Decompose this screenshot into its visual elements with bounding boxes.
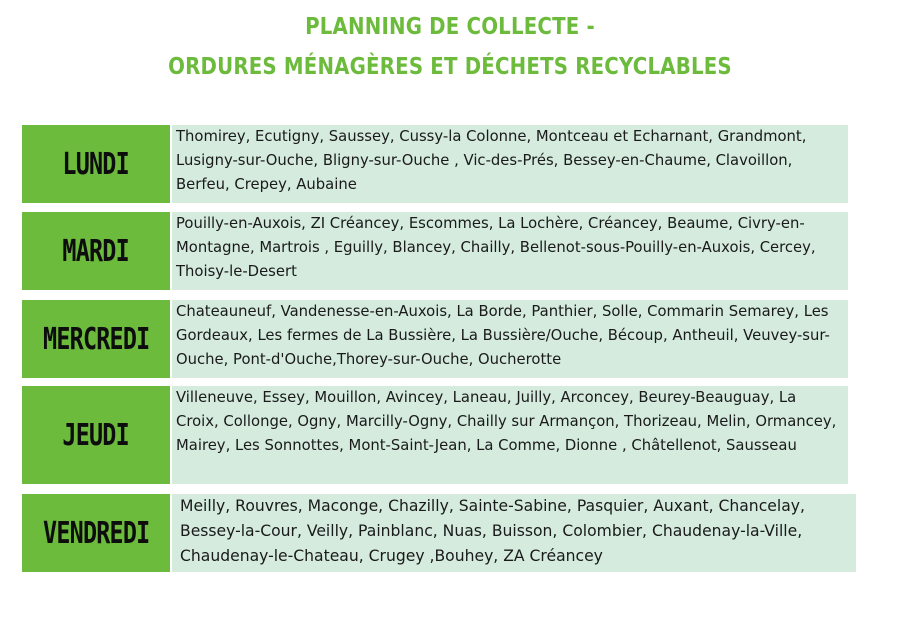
day-label-mercredi [22,300,170,378]
towns-list-lundi [172,125,848,203]
towns-text: Chateauneuf, Vandenesse-en-Auxois, La Borde, Panthier, Solle, Commarin Semarey, Les Gordeaux, Les fermes de La Bussière, La Bussière/Ouche, Bécoup, Antheuil, Veuvey-sur-Ouche, Pont-d'Ouche,Thorey-sur-Ouche, Oucherotte [176,303,830,368]
day-label-lundi [22,125,170,203]
day-label-text: LUNDI [62,146,130,182]
schedule-row-mercredi [22,300,848,378]
day-label-jeudi [22,386,170,484]
towns-text: Thomirey, Ecutigny, Saussey, Cussy-la Colonne, Montceau et Echarnant, Grandmont, Lusigny-sur-Ouche, Bligny-sur-Ouche , Vic-des-Prés, Bessey-en-Chaume, Clavoillon, Berfeu, Crepey, Aubaine [176,128,807,193]
day-label-text: MARDI [62,233,130,269]
schedule-row-mardi [22,212,848,290]
page-title-line-2: ORDURES MÉNAGÈRES ET DÉCHETS RECYCLABLES [168,54,732,80]
schedule-row-jeudi [22,386,848,484]
day-label-text: VENDREDI [42,515,150,551]
schedule-row-lundi [22,125,848,203]
towns-text: Pouilly-en-Auxois, ZI Créancey, Escommes, La Lochère, Créancey, Beaume, Civry-en-Montagne, Martrois , Eguilly, Blancey, Chailly, Bellenot-sous-Pouilly-en-Auxois, Cercey, Thoisy-le-Desert [176,215,816,280]
page-title-line-1: PLANNING DE COLLECTE - [305,14,595,40]
schedule-row-vendredi [22,494,856,572]
towns-list-mardi [172,212,848,290]
towns-list-mercredi [172,300,848,378]
towns-list-vendredi [172,494,856,572]
day-label-text: MERCREDI [42,321,150,357]
towns-list-jeudi [172,386,848,484]
towns-text: Meilly, Rouvres, Maconge, Chazilly, Sainte-Sabine, Pasquier, Auxant, Chancelay, Bessey-la-Cour, Veilly, Painblanc, Nuas, Buisson, Colombier, Chaudenay-la-Ville, Chaudenay-le-Chateau, Crugey ,Bouhey, ZA Créancey [180,497,805,565]
day-label-text: JEUDI [62,417,130,453]
day-label-mardi [22,212,170,290]
day-label-vendredi [22,494,170,572]
towns-text: Villeneuve, Essey, Mouillon, Avincey, Laneau, Juilly, Arconcey, Beurey-Beauguay, La Croix, Collonge, Ogny, Marcilly-Ogny, Chailly sur Armançon, Thorizeau, Melin, Ormancey, Mairey, Les Sonnottes, Mont-Saint-Jean, La Comme, Dionne , Châtellenot, Sausseau [176,389,837,454]
